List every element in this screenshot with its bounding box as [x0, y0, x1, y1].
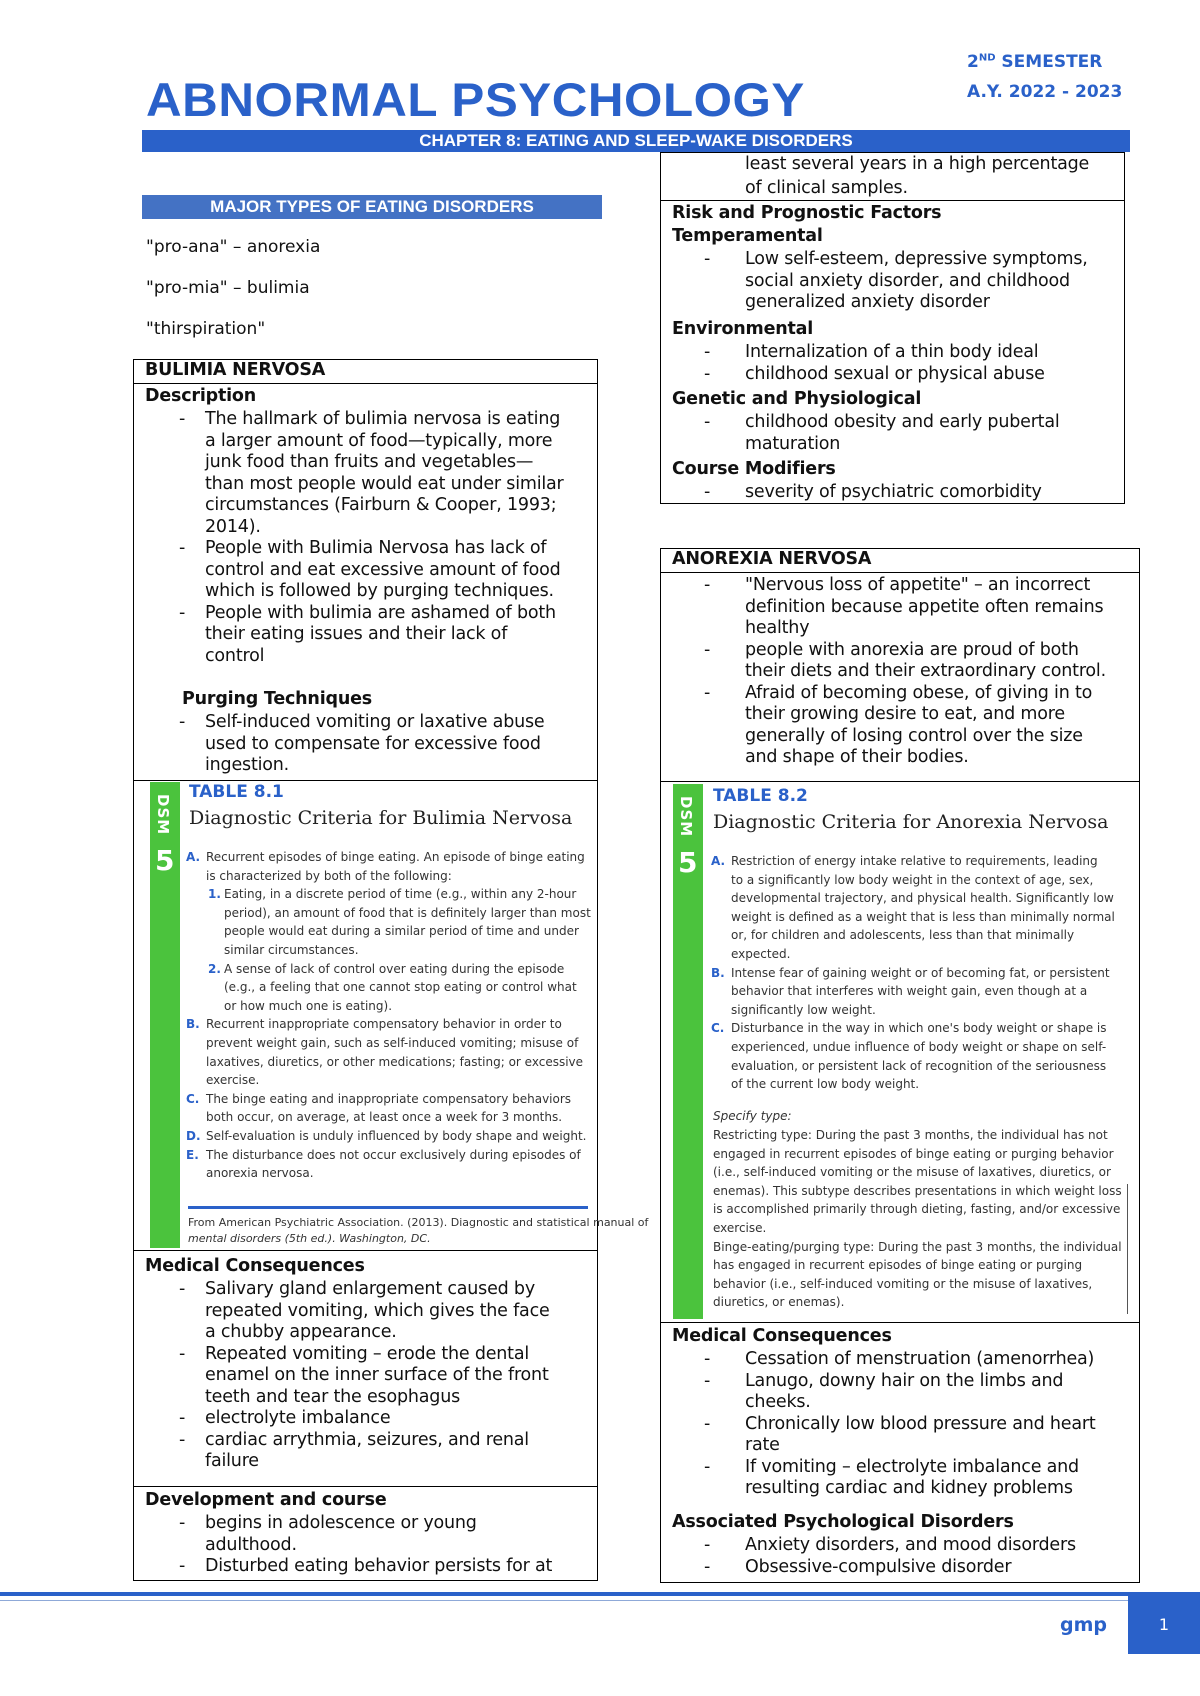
list-item-text: enamel on the inner surface of the front: [205, 1365, 549, 1385]
footer-rule: [0, 1592, 1200, 1596]
criterion-text: behavior that interferes with weight gain, even though at a: [731, 984, 1088, 999]
bullet-marker: -: [179, 1343, 186, 1364]
subtype-line: Binge-eating/purging type: During the past 3 months, the individual: [713, 1239, 1122, 1254]
subtype-line: behavior (i.e., self-induced vomiting or the misuse of laxatives,: [713, 1276, 1093, 1291]
subtype-line: is accomplished primarily through dieting, fasting, and/or excessive: [713, 1202, 1121, 1217]
semester-label: [967, 52, 1102, 72]
bullet-marker: -: [704, 1370, 711, 1391]
semester-text: SEMESTER: [995, 52, 1103, 72]
criterion-letter: A.: [186, 850, 201, 864]
criterion-text: exercise.: [206, 1073, 260, 1088]
criterion-text: (e.g., a feeling that one cannot stop eating or control what: [224, 980, 577, 995]
list-item-text: resulting cardiac and kidney problems: [745, 1478, 1073, 1498]
anorexia-heading: ANOREXIA NERVOSA: [672, 549, 872, 569]
bullet-marker: -: [704, 1556, 711, 1577]
medical-heading: Medical Consequences: [672, 1326, 892, 1346]
dsm-number: 5: [678, 846, 698, 879]
criterion-letter: E.: [186, 1147, 199, 1162]
list-item-text: cheeks.: [745, 1392, 811, 1412]
medical-heading: Medical Consequences: [145, 1256, 365, 1276]
criterion-text: developmental trajectory, and physical health. Significantly low: [731, 891, 1114, 906]
list-item-text: Cessation of menstruation (amenorrhea): [745, 1349, 1095, 1369]
description-heading: Description: [145, 386, 256, 406]
development-heading: Development and course: [145, 1490, 387, 1510]
subtype-line: exercise.: [713, 1220, 767, 1235]
table-source-2: mental disorders (5th ed.). Washington, DC.: [188, 1232, 431, 1245]
criterion-text: period), an amount of food that is definitely larger than most: [224, 905, 591, 920]
dsm-band: [150, 782, 180, 1248]
bullet-marker: -: [704, 639, 711, 660]
criterion-text: people would eat during a similar period of time and under: [224, 924, 579, 939]
list-item-text: failure: [205, 1451, 259, 1471]
list-item-text: Internalization of a thin body ideal: [745, 342, 1039, 362]
list-item-text: adulthood.: [205, 1534, 297, 1555]
list-item-text: generalized anxiety disorder: [745, 292, 990, 312]
list-item-text: Salivary gland enlargement caused by: [205, 1279, 535, 1299]
list-item-text: Obsessive-compulsive disorder: [745, 1556, 1012, 1577]
list-item-text: and shape of their bodies.: [745, 747, 969, 767]
table-edge: [1127, 1184, 1128, 1314]
semester-suffix: ND: [978, 52, 996, 64]
bullet-marker: -: [179, 1513, 186, 1533]
list-item-text: circumstances (Fairburn & Cooper, 1993;: [205, 495, 557, 515]
criterion-letter: D.: [186, 1128, 201, 1143]
list-item-text: than most people would eat under similar: [205, 473, 564, 494]
list-item-text: people with anorexia are proud of both: [745, 639, 1079, 660]
table-label: TABLE 8.1: [189, 782, 284, 802]
dsm-label: DSM: [677, 796, 695, 838]
risk-heading: Risk and Prognostic Factors: [672, 203, 942, 223]
criterion-text: is characterized by both of the following:: [206, 868, 452, 883]
footer-brand: gmp: [1060, 1614, 1107, 1636]
subtype-line: (i.e., self-induced vomiting or the misuse of laxatives, diuretics, or: [713, 1165, 1111, 1180]
criterion-text: Disturbance in the way in which one's body weight or shape is: [731, 1021, 1107, 1036]
list-item-text: severity of psychiatric comorbidity: [745, 482, 1042, 502]
criterion-text: A sense of lack of control over eating during the episode: [224, 961, 565, 976]
intro-line-2: "pro-mia" – bulimia: [146, 278, 310, 298]
list-item-text: begins in adolescence or young: [205, 1513, 477, 1533]
list-item-text: used to compensate for excessive food: [205, 733, 541, 754]
list-item-text: childhood sexual or physical abuse: [745, 363, 1045, 384]
criterion-text: to a significantly low body weight in the context of age, sex,: [731, 872, 1094, 887]
criterion-letter: A.: [711, 854, 726, 868]
subtype-line: has engaged in recurrent episodes of binge eating or purging: [713, 1258, 1083, 1273]
criterion-letter: 2.: [208, 961, 221, 976]
table-title: Diagnostic Criteria for Anorexia Nervosa: [713, 811, 1109, 833]
section-banner: MAJOR TYPES OF EATING DISORDERS: [142, 195, 602, 219]
criterion-text: laxatives, diuretics, or other medications; fasting; or excessive: [206, 1054, 584, 1069]
criterion-text: anorexia nervosa.: [206, 1166, 314, 1181]
criterion-letter: C.: [186, 1091, 200, 1106]
list-item-text: definition because appetite often remains: [745, 596, 1104, 617]
subtype-line: enemas). This subtype describes presentations in which weight loss: [713, 1183, 1122, 1198]
list-item-text: "Nervous loss of appetite" – an incorrect: [745, 575, 1091, 595]
criterion-text: Recurrent inappropriate compensatory behavior in order to: [206, 1017, 562, 1032]
table-source: From American Psychiatric Association. (2013). Diagnostic and statistical manual of: [188, 1216, 649, 1229]
list-item-text: their diets and their extraordinary control.: [745, 661, 1106, 681]
criterion-text: similar circumstances.: [224, 942, 359, 957]
course-heading: Course Modifiers: [672, 459, 836, 479]
list-item-text: teeth and tear the esophagus: [205, 1386, 461, 1407]
bullet-marker: -: [179, 538, 186, 558]
list-item-text: Lanugo, downy hair on the limbs and: [745, 1370, 1064, 1391]
list-item-text: cardiac arrythmia, seizures, and renal: [205, 1429, 529, 1450]
table-title: Diagnostic Criteria for Bulimia Nervosa: [189, 807, 573, 829]
genetic-heading: Genetic and Physiological: [672, 389, 922, 409]
criterion-letter: B.: [186, 1017, 200, 1032]
list-item-text: their eating issues and their lack of: [205, 624, 508, 644]
bullet-marker: -: [179, 1556, 186, 1576]
purging-heading: Purging Techniques: [182, 689, 372, 709]
list-item-text: a chubby appearance.: [205, 1322, 397, 1342]
list-item-text: Afraid of becoming obese, of giving in to: [745, 682, 1093, 703]
criterion-text: or, for children and adolescents, less than that minimally: [731, 928, 1075, 943]
list-item-text: junk food than fruits and vegetables—: [205, 452, 534, 472]
list-item-text: Low self-esteem, depressive symptoms,: [745, 249, 1088, 269]
bullet-marker: -: [179, 712, 186, 732]
criterion-text: The binge eating and inappropriate compensatory behaviors: [206, 1091, 572, 1106]
list-item-text: If vomiting – electrolyte imbalance and: [745, 1456, 1079, 1477]
list-item-text: which is followed by purging techniques.: [205, 581, 554, 601]
intro-line-1: "pro-ana" – anorexia: [146, 237, 321, 257]
dsm-number: 5: [155, 844, 175, 877]
list-item-text: Anxiety disorders, and mood disorders: [745, 1535, 1076, 1555]
bullet-marker: -: [179, 1429, 186, 1450]
footer-rule-thin: [0, 1600, 1200, 1601]
bullet-marker: -: [704, 363, 711, 384]
list-item-text: Repeated vomiting – erode the dental: [205, 1343, 530, 1364]
list-item-text: ingestion.: [205, 755, 290, 775]
dsm-table-8-1: [150, 782, 649, 1248]
list-item-text: The hallmark of bulimia nervosa is eating: [205, 409, 561, 429]
criterion-text: both occur, on average, at least once a week for 3 months.: [206, 1110, 563, 1125]
subtype-line: Restricting type: During the past 3 months, the individual has not: [713, 1128, 1108, 1142]
page-number: 1: [1128, 1596, 1200, 1654]
list-item-text: a larger amount of food—typically, more: [205, 430, 553, 451]
bullet-marker: -: [704, 482, 711, 502]
chapter-banner: CHAPTER 8: EATING AND SLEEP-WAKE DISORDERS: [142, 130, 1130, 152]
bullet-marker: -: [704, 1456, 711, 1477]
table-rule: [188, 1206, 588, 1209]
academic-year: A.Y. 2022 - 2023: [967, 82, 1123, 102]
list-item-text: control and eat excessive amount of food: [205, 559, 561, 580]
bullet-marker: -: [704, 249, 711, 269]
bullet-marker: -: [179, 1279, 186, 1299]
criterion-text: Self-evaluation is unduly influenced by body shape and weight.: [206, 1128, 587, 1143]
list-item-text: Self-induced vomiting or laxative abuse: [205, 712, 545, 732]
subtype-list: [713, 1126, 1122, 1312]
criterion-text: evaluation, or persistent lack of recognition of the seriousness: [731, 1058, 1107, 1073]
bullet-marker: -: [179, 602, 186, 623]
table-label: TABLE 8.2: [713, 786, 808, 806]
criterion-letter: 1.: [208, 887, 221, 902]
dsm-table-8-2: [673, 784, 1131, 1319]
subtype-line: engaged in recurrent episodes of binge eating or purging behavior: [713, 1146, 1114, 1161]
bullet-marker: -: [704, 342, 711, 362]
list-item-text: generally of losing control over the size: [745, 725, 1083, 746]
list-item-text: People with bulimia are ashamed of both: [205, 602, 556, 623]
subtype-line: diuretics, or enemas).: [713, 1295, 845, 1310]
continued-line-2: of clinical samples.: [745, 178, 908, 198]
criterion-text: Eating, in a discrete period of time (e.g., within any 2-hour: [224, 887, 577, 902]
dsm-label: DSM: [154, 794, 172, 836]
temperamental-heading: Temperamental: [672, 226, 823, 246]
bullet-marker: -: [704, 412, 711, 432]
list-item-text: rate: [745, 1435, 780, 1455]
criterion-text: Restriction of energy intake relative to requirements, leading: [731, 854, 1098, 868]
continued-line-1: least several years in a high percentage: [745, 154, 1090, 174]
environmental-heading: Environmental: [672, 319, 814, 339]
criterion-text: expected.: [731, 946, 791, 961]
bullet-marker: -: [179, 409, 186, 429]
criterion-text: weight is defined as a weight that is less than minimally normal: [731, 909, 1115, 924]
bullet-marker: -: [704, 1349, 711, 1369]
criterion-letter: C.: [711, 1021, 725, 1036]
criterion-letter: B.: [711, 965, 725, 980]
list-item-text: maturation: [745, 433, 841, 454]
list-item-text: their growing desire to eat, and more: [745, 704, 1065, 724]
criterion-text: experienced, undue influence of body weight or shape on self-: [731, 1039, 1107, 1054]
list-item-text: social anxiety disorder, and childhood: [745, 270, 1070, 291]
list-item-text: electrolyte imbalance: [205, 1408, 391, 1428]
dsm-band: [673, 784, 703, 1319]
criterion-text: prevent weight gain, such as self-induced vomiting; misuse of: [206, 1035, 579, 1050]
list-item-text: 2014).: [205, 516, 261, 537]
criterion-text: of the current low body weight.: [731, 1077, 920, 1092]
criterion-text: Recurrent episodes of binge eating. An episode of binge eating: [206, 850, 585, 864]
page-title: ABNORMAL PSYCHOLOGY: [146, 73, 805, 126]
criterion-text: or how much one is eating).: [224, 998, 393, 1013]
semester-number: 2: [967, 52, 979, 72]
criterion-text: Intense fear of gaining weight or of becoming fat, or persistent: [731, 965, 1110, 980]
list-item-text: Chronically low blood pressure and heart: [745, 1413, 1096, 1434]
intro-line-3: "thirspiration": [146, 319, 266, 339]
list-item-text: Disturbed eating behavior persists for at: [205, 1556, 553, 1576]
list-item-text: childhood obesity and early pubertal: [745, 412, 1060, 432]
list-item-text: healthy: [745, 618, 810, 638]
bullet-marker: -: [704, 1413, 711, 1434]
specify-type: Specify type:: [713, 1109, 792, 1123]
criterion-text: significantly low weight.: [731, 1002, 876, 1017]
bulimia-heading: BULIMIA NERVOSA: [145, 360, 326, 380]
bullet-marker: -: [704, 575, 711, 595]
bullet-marker: -: [704, 682, 711, 703]
bullet-marker: -: [179, 1408, 186, 1428]
associated-heading: Associated Psychological Disorders: [672, 1512, 1014, 1532]
list-item-text: People with Bulimia Nervosa has lack of: [205, 538, 547, 558]
list-item-text: repeated vomiting, which gives the face: [205, 1300, 550, 1321]
list-item-text: control: [205, 645, 265, 666]
bullet-marker: -: [704, 1535, 711, 1555]
criterion-text: The disturbance does not occur exclusively during episodes of: [206, 1147, 581, 1162]
